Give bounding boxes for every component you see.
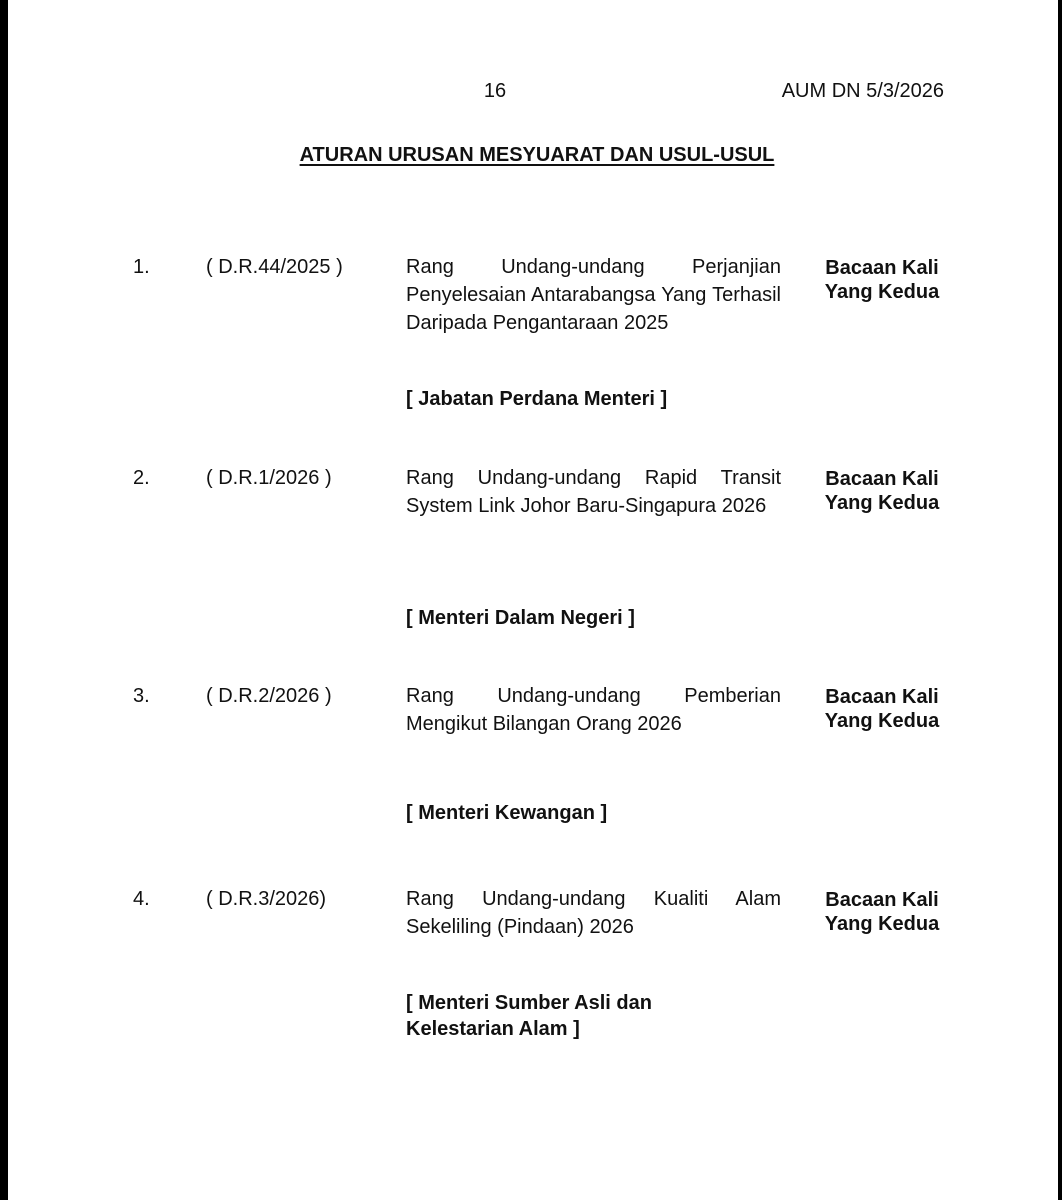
- reading-status: Bacaan Kali Yang Kedua: [824, 257, 940, 303]
- bill-code: ( D.R.1/2026 ): [206, 467, 332, 489]
- ministry: [ Jabatan Perdana Menteri ]: [406, 388, 668, 410]
- item-number: 2.: [133, 467, 150, 489]
- bill-code: ( D.R.2/2026 ): [206, 685, 332, 707]
- page-edge-left: [0, 0, 8, 1200]
- bill-code: ( D.R.44/2025 ): [206, 256, 343, 278]
- page-edge-right: [1058, 0, 1062, 1200]
- item-number: 3.: [133, 685, 150, 707]
- ministry: [ Menteri Dalam Negeri ]: [406, 607, 635, 629]
- reading-status: Bacaan Kali Yang Kedua: [824, 468, 940, 514]
- reading-status: Bacaan Kali Yang Kedua: [824, 889, 940, 935]
- bill-code: ( D.R.3/2026): [206, 888, 327, 910]
- page-number: 16: [483, 80, 507, 102]
- reading-status: Bacaan Kali Yang Kedua: [824, 686, 940, 732]
- bill-title: Rang Undang-undang Rapid Transit System Link Johor Baru-Singapura 2026: [406, 467, 781, 517]
- document-reference: AUM DN 5/3/2026: [781, 80, 944, 102]
- ministry: [ Menteri Kewangan ]: [406, 802, 608, 824]
- page-title: ATURAN URUSAN MESYUARAT DAN USUL-USUL: [299, 144, 775, 166]
- item-number: 4.: [133, 888, 150, 910]
- item-number: 1.: [133, 256, 150, 278]
- bill-title: Rang Undang-undang Kualiti Alam Sekeliling (Pindaan) 2026: [406, 888, 781, 938]
- bill-title: Rang Undang-undang Pemberian Mengikut Bilangan Orang 2026: [406, 685, 781, 735]
- ministry: [ Menteri Sumber Asli dan Kelestarian Alam ]: [406, 992, 652, 1040]
- bill-title: Rang Undang-undang Perjanjian Penyelesaian Antarabangsa Yang Terhasil Daripada Pengantaraan 2025: [406, 256, 781, 334]
